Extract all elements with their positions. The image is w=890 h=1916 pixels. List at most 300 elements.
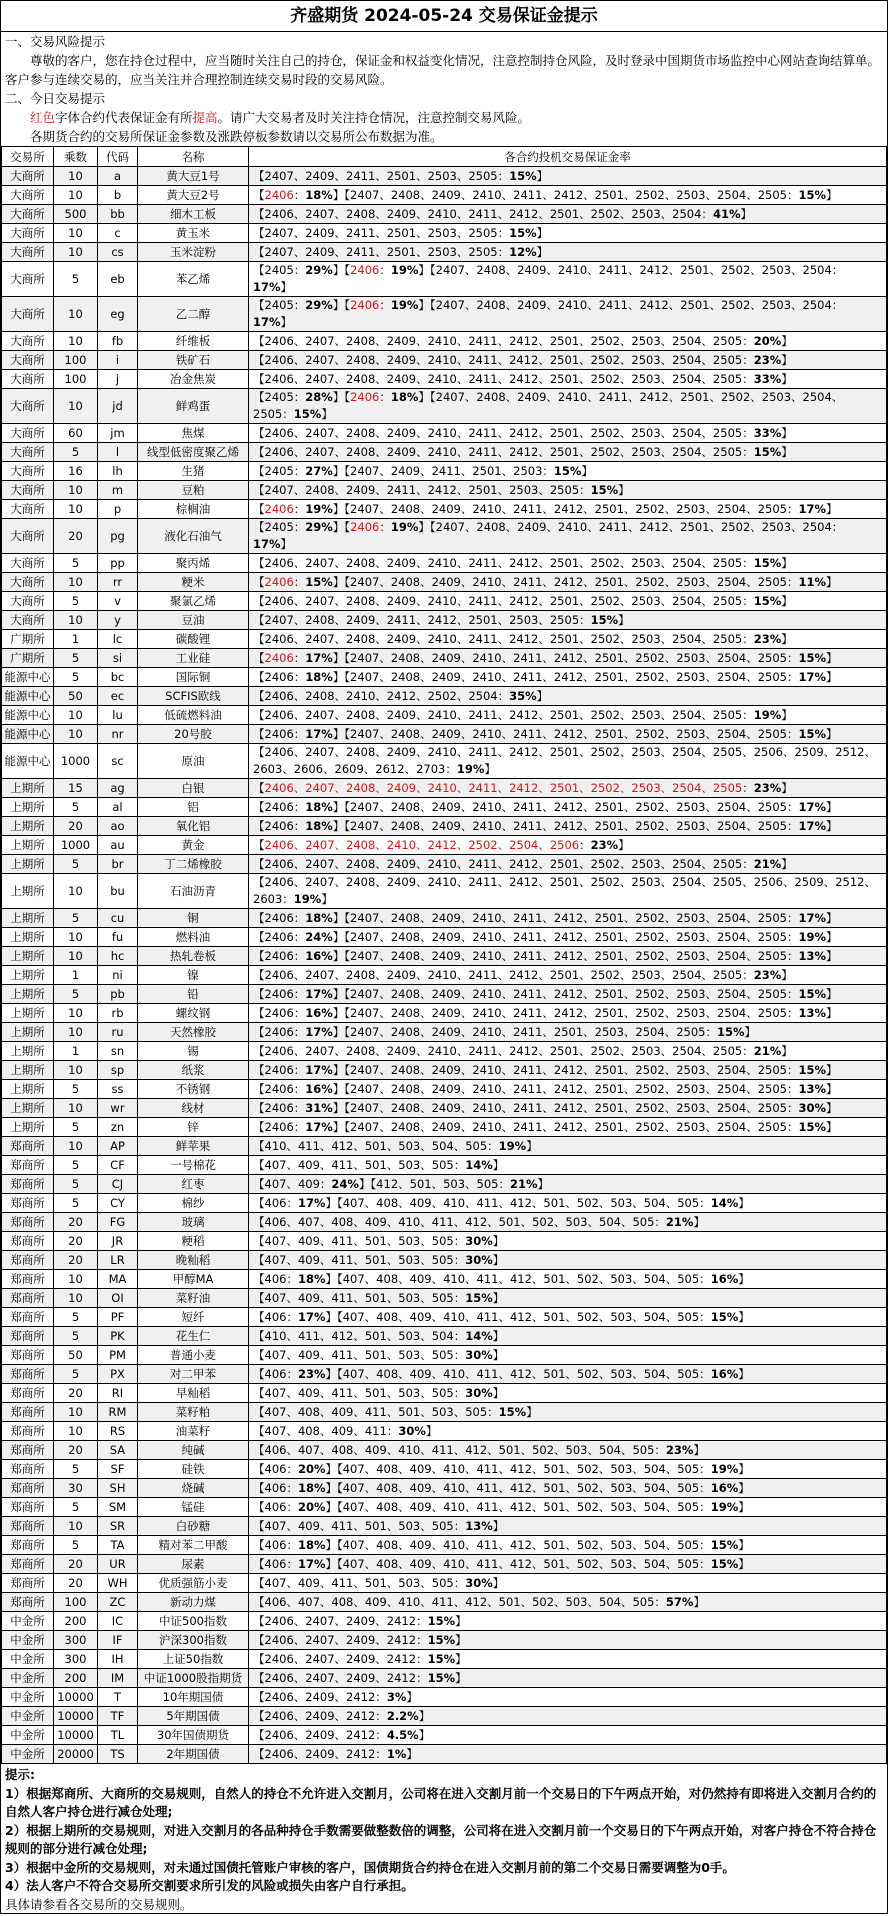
cell-name: 短纤 <box>138 1308 249 1327</box>
table-row <box>2 744 887 779</box>
cell-margin-rate <box>249 1289 887 1308</box>
cell-margin-rate <box>249 798 887 817</box>
table-row <box>2 351 887 370</box>
cell-name: 甲醇MA <box>138 1270 249 1289</box>
contract-list: 】【2407、2408、2409、2410、2411、2412、2501、2502、2503、2504、2505： <box>332 574 799 589</box>
cell-name: 镍 <box>138 966 249 985</box>
cell-multiplier: 500 <box>54 205 98 224</box>
cell-name: 花生仁 <box>138 1327 249 1346</box>
cell-name: 玉米淀粉 <box>138 243 249 262</box>
cell-margin-rate <box>249 1213 887 1232</box>
cell-exchange: 中金所 <box>2 1612 54 1631</box>
raised-contracts: 2406 <box>264 187 294 202</box>
cell-margin-rate <box>249 1004 887 1023</box>
cell-multiplier: 200 <box>54 1612 98 1631</box>
cell-multiplier: 5 <box>54 1498 98 1517</box>
cell-exchange: 中金所 <box>2 1631 54 1650</box>
contract-list: 】 <box>826 574 838 589</box>
cell-code: IH <box>98 1650 138 1669</box>
table-row <box>2 1745 887 1764</box>
raised-contracts: 2406、2407、2408、2410、2412、2502、2504、2506 <box>264 837 580 852</box>
contract-list: 】 <box>781 371 793 386</box>
table-row <box>2 297 887 332</box>
margin-percent: 15% <box>753 593 782 608</box>
cell-code: IC <box>98 1612 138 1631</box>
contract-list: 】【2407、2408、2409、2410、2411、2412、2501、2502、2503、2504、2505： <box>332 1005 799 1020</box>
contract-list: 】 <box>826 669 838 684</box>
margin-percent: 17% <box>297 1309 326 1324</box>
margin-percent: 21% <box>753 1043 782 1058</box>
contract-list: 】【 <box>332 298 351 312</box>
contract-list: 【406： <box>253 1271 298 1286</box>
cell-exchange: 郑商所 <box>2 1232 54 1251</box>
margin-percent: 17% <box>305 986 333 1001</box>
cell-multiplier: 10 <box>54 1099 98 1118</box>
contract-list: 【2406、2407、2408、2409、2410、2411、2412、2501、2502、2503、2504、2505： <box>253 444 754 459</box>
cell-name: 碳酸锂 <box>138 630 249 649</box>
contract-list: 【2406： <box>253 986 306 1001</box>
contract-list: 【2406、2407、2408、2409、2410、2411、2412、2501、2502、2503、2504： <box>253 206 713 221</box>
cell-code: pp <box>98 554 138 573</box>
contract-list: 】 <box>738 1537 750 1552</box>
cell-multiplier: 10 <box>54 1517 98 1536</box>
cell-code: IF <box>98 1631 138 1650</box>
margin-percent: 15% <box>710 1309 739 1324</box>
cell-margin-rate <box>249 1631 887 1650</box>
cell-exchange: 郑商所 <box>2 1403 54 1422</box>
contract-list: 】【2407、2408、2409、2410、2411、2412、2501、2502、2503、2504、2505： <box>332 650 799 665</box>
contract-list: 【2406： <box>253 910 306 925</box>
cell-margin-rate <box>249 1346 887 1365</box>
margin-percent: 19% <box>456 762 485 776</box>
cell-margin-rate <box>249 224 887 243</box>
contract-list: 】 <box>781 333 793 348</box>
margin-percent: 14% <box>465 1328 493 1343</box>
cell-multiplier: 5 <box>54 855 98 874</box>
margin-percent: 13% <box>798 948 827 963</box>
contract-list: 】 <box>425 1423 438 1438</box>
contract-list: 【2406、2407、2408、2409、2410、2411、2412、2501、2502、2503、2504、2505： <box>253 371 754 386</box>
contract-list: ： <box>379 298 391 312</box>
table-row <box>2 1175 887 1194</box>
footer-heading: 提示: <box>5 1767 35 1782</box>
contract-list: 】 <box>826 1062 838 1077</box>
cell-margin-rate <box>249 1365 887 1384</box>
cell-exchange: 大商所 <box>2 462 54 481</box>
contract-list: 【 <box>253 574 265 589</box>
margin-percent: 28% <box>305 390 333 404</box>
contract-list: 】【 <box>332 390 351 404</box>
cell-code: WH <box>98 1574 138 1593</box>
contract-list: 【2406、2407、2409、2412： <box>253 1670 428 1685</box>
cell-code: zn <box>98 1118 138 1137</box>
cell-multiplier: 10000 <box>54 1688 98 1707</box>
contract-list: 【2406、2407、2408、2409、2410、2411、2412、2501、2502、2503、2504、2505、2506、2509、2512、2603、2606、2609、2612、2703： <box>253 745 876 776</box>
cell-name: 低硫燃料油 <box>138 706 249 725</box>
col-name: 名称 <box>138 147 249 167</box>
cell-code: SA <box>98 1441 138 1460</box>
contract-list: 【2405： <box>253 263 306 277</box>
param-note: 各期货合约的交易所保证金参数及涨跌停板参数请以交易所公布数据为准。 <box>30 129 443 144</box>
table-row <box>2 1384 887 1403</box>
contract-list: 】【2407、2408、2409、2410、2411、2412、2501、2502、2503、2504、2505： <box>332 986 799 1001</box>
cell-margin-rate <box>249 1308 887 1327</box>
margin-percent: 15% <box>509 225 537 240</box>
cell-name: 纤维板 <box>138 332 249 351</box>
table-row <box>2 855 887 874</box>
margin-percent: 17% <box>305 1119 333 1134</box>
cell-multiplier: 10 <box>54 1289 98 1308</box>
contract-list: 】【2407、2408、2409、2410、2411、2412、2501、2502、2503、2504、2505： <box>332 1081 799 1096</box>
margin-percent: 14% <box>710 1195 739 1210</box>
cell-code: v <box>98 592 138 611</box>
table-row <box>2 1232 887 1251</box>
margin-percent: 18% <box>305 669 333 684</box>
contract-list: ： <box>293 187 306 202</box>
contract-list: 】【2407、2408、2409、2410、2411、2412、2501、2502、2503、2504、2505： <box>332 799 799 814</box>
contract-list: 【407、409、411、501、503、505： <box>253 1233 466 1248</box>
cell-name: 一号棉花 <box>138 1156 249 1175</box>
cell-name: 锌 <box>138 1118 249 1137</box>
contract-list: 】 <box>492 1252 505 1267</box>
cell-code: lh <box>98 462 138 481</box>
contract-list: 】 <box>781 856 793 871</box>
margin-percent: 15% <box>293 407 322 421</box>
cell-code: LR <box>98 1251 138 1270</box>
cell-name: 铁矿石 <box>138 351 249 370</box>
cell-name: 国际铜 <box>138 668 249 687</box>
cell-multiplier: 5 <box>54 1156 98 1175</box>
contract-list: 】 <box>321 892 333 906</box>
cell-multiplier: 5 <box>54 554 98 573</box>
cell-exchange: 上期所 <box>2 928 54 947</box>
cell-margin-rate <box>249 1498 887 1517</box>
cell-margin-rate <box>249 186 887 205</box>
contract-list: 】 <box>418 1727 431 1742</box>
margin-percent: 17% <box>253 280 281 294</box>
cell-multiplier: 100 <box>54 370 98 389</box>
table-row <box>2 1270 887 1289</box>
contract-list: 】 <box>492 1290 505 1305</box>
cell-name: 石油沥青 <box>138 874 249 909</box>
table-row <box>2 1061 887 1080</box>
contract-list: 】 <box>280 315 293 329</box>
margin-percent: 18% <box>297 1271 326 1286</box>
table-row <box>2 1403 887 1422</box>
cell-margin-rate <box>249 297 887 332</box>
cell-exchange: 大商所 <box>2 370 54 389</box>
margin-percent: 16% <box>710 1271 739 1286</box>
cell-multiplier: 20000 <box>54 1745 98 1764</box>
margin-percent: 14% <box>465 1157 493 1172</box>
table-row <box>2 985 887 1004</box>
cell-name: SCFIS欧线 <box>138 687 249 706</box>
cell-name: 纸浆 <box>138 1061 249 1080</box>
table-row <box>2 1080 887 1099</box>
raised-contracts: 2406 <box>350 298 380 312</box>
contract-list: 【2406、2407、2408、2409、2410、2411、2412、2501、2502、2503、2504、2505： <box>253 1043 754 1058</box>
margin-percent: 19% <box>710 1461 739 1476</box>
cell-exchange: 广期所 <box>2 649 54 668</box>
cell-multiplier: 10 <box>54 389 98 424</box>
table-row <box>2 167 887 186</box>
cell-code: sp <box>98 1061 138 1080</box>
cell-name: 铝 <box>138 798 249 817</box>
cell-name: 精对苯二甲酸 <box>138 1536 249 1555</box>
cell-margin-rate <box>249 817 887 836</box>
table-row <box>2 1023 887 1042</box>
margin-percent: 23% <box>753 780 782 795</box>
margin-percent: 15% <box>798 726 827 741</box>
table-row <box>2 481 887 500</box>
contract-list: 】 <box>321 407 333 421</box>
cell-margin-rate <box>249 744 887 779</box>
cell-margin-rate <box>249 1232 887 1251</box>
cell-margin-rate <box>249 1137 887 1156</box>
cell-exchange: 大商所 <box>2 424 54 443</box>
contract-list: 【 <box>253 501 265 516</box>
cell-multiplier: 20 <box>54 1232 98 1251</box>
contract-list: 【2407、2408、2409、2411、2412、2501、2503、2505： <box>253 612 591 627</box>
cell-margin-rate <box>249 1080 887 1099</box>
table-row <box>2 1004 887 1023</box>
contract-list: 】 <box>781 967 793 982</box>
contract-list: 【407、409： <box>253 1176 332 1191</box>
table-row <box>2 1726 887 1745</box>
notice-section <box>1 32 887 146</box>
margin-percent: 30% <box>465 1233 493 1248</box>
cell-multiplier: 10 <box>54 297 98 332</box>
contract-list: 【2406： <box>253 948 306 963</box>
cell-exchange: 大商所 <box>2 205 54 224</box>
margin-percent: 20% <box>297 1461 326 1476</box>
margin-percent: 18% <box>305 910 333 925</box>
contract-list: 】 <box>455 1613 467 1628</box>
cell-exchange: 上期所 <box>2 1080 54 1099</box>
cell-code: p <box>98 500 138 519</box>
raised-contracts: 2406 <box>264 501 294 516</box>
contract-list: 】 <box>738 1461 750 1476</box>
cell-exchange: 郑商所 <box>2 1574 54 1593</box>
cell-name: 上证50指数 <box>138 1650 249 1669</box>
margin-percent: 23% <box>665 1442 694 1457</box>
cell-name: 黄大豆1号 <box>138 167 249 186</box>
cell-code: pg <box>98 519 138 554</box>
cell-multiplier: 10 <box>54 1422 98 1441</box>
margin-percent: 19% <box>753 707 782 722</box>
contract-list: 【2406： <box>253 1005 306 1020</box>
cell-multiplier: 1000 <box>54 836 98 855</box>
cell-name: 原油 <box>138 744 249 779</box>
table-row <box>2 1498 887 1517</box>
contract-list: 】 <box>826 799 838 814</box>
margin-percent: 18% <box>297 1480 326 1495</box>
contract-list: 】 <box>526 1138 538 1153</box>
cell-name: 豆粕 <box>138 481 249 500</box>
cell-margin-rate <box>249 1156 887 1175</box>
cell-exchange: 郑商所 <box>2 1460 54 1479</box>
contract-list: ： <box>293 501 306 516</box>
cell-exchange: 能源中心 <box>2 706 54 725</box>
contract-list: 】【2407、2408、2409、2410、2411、2412、2501、2502、2503、2504、2505： <box>332 818 799 833</box>
cell-exchange: 上期所 <box>2 798 54 817</box>
col-rate: 各合约投机交易保证金率 <box>249 147 887 167</box>
cell-multiplier: 300 <box>54 1631 98 1650</box>
cell-multiplier: 5 <box>54 1460 98 1479</box>
contract-list: 】 <box>492 1347 505 1362</box>
contract-list: 】【2407、2408、2409、2410、2411、2412、2501、2502、2503、2504： <box>418 298 844 312</box>
cell-exchange: 中金所 <box>2 1707 54 1726</box>
footer-item: 2）根据上期所的交易规则，对进入交割月的各品种持仓手数需要做整数倍的调整，公司将在进入交割月前一个交易日的下午两点开始，对客户持仓不符合持仓规则的部分进行减仓处理; <box>5 1822 877 1856</box>
contract-list: 【406、407、408、409、410、411、412、501、502、503、504、505： <box>253 1442 666 1457</box>
cell-multiplier: 10 <box>54 928 98 947</box>
margin-percent: 16% <box>305 1005 333 1020</box>
cell-margin-rate <box>249 554 887 573</box>
cell-margin-rate <box>249 1099 887 1118</box>
cell-name: 20号胶 <box>138 725 249 744</box>
contract-list: 】 <box>492 1328 505 1343</box>
cell-code: jd <box>98 389 138 424</box>
contract-list: 【407、409、411、501、503、505： <box>253 1385 466 1400</box>
cell-name: 烧碱 <box>138 1479 249 1498</box>
cell-multiplier: 10 <box>54 481 98 500</box>
cell-multiplier: 10000 <box>54 1707 98 1726</box>
table-row <box>2 1042 887 1061</box>
col-exchange: 交易所 <box>2 147 54 167</box>
cell-code: rb <box>98 1004 138 1023</box>
contract-list: 】【2407、2408、2409、2410、2411、2412、2501、2502、2503、2504、2505： <box>332 501 799 516</box>
cell-code: ru <box>98 1023 138 1042</box>
cell-code: SM <box>98 1498 138 1517</box>
contract-list: 】【2407、2408、2409、2410、2411、2412、2501、2502、2503、2504、2505： <box>332 1100 799 1115</box>
table-row <box>2 798 887 817</box>
cell-code: IM <box>98 1669 138 1688</box>
cell-code: ag <box>98 779 138 798</box>
contract-list: 【407、408、409、411： <box>253 1423 399 1438</box>
cell-exchange: 郑商所 <box>2 1346 54 1365</box>
cell-code: AP <box>98 1137 138 1156</box>
cell-multiplier: 20 <box>54 519 98 554</box>
contract-list: 】【407、408、409、410、411、412、501、502、503、504、505： <box>325 1480 711 1495</box>
cell-code: RM <box>98 1403 138 1422</box>
cell-exchange: 大商所 <box>2 186 54 205</box>
contract-list: 【2406、2407、2408、2409、2410、2411、2412、2501、2502、2503、2504、2505： <box>253 856 754 871</box>
cell-code: ss <box>98 1080 138 1099</box>
cell-margin-rate <box>249 351 887 370</box>
contract-list: 【2406： <box>253 1024 306 1039</box>
margin-percent: 13% <box>465 1518 493 1533</box>
cell-exchange: 中金所 <box>2 1650 54 1669</box>
contract-list: 】 <box>536 688 549 703</box>
margin-percent: 24% <box>305 929 333 944</box>
table-row <box>2 1308 887 1327</box>
cell-name: 铅 <box>138 985 249 1004</box>
cell-name: 晚籼稻 <box>138 1251 249 1270</box>
cell-margin-rate <box>249 500 887 519</box>
cell-code: RS <box>98 1422 138 1441</box>
cell-multiplier: 10 <box>54 500 98 519</box>
cell-name: 中证500指数 <box>138 1612 249 1631</box>
red-legend-line <box>5 108 883 127</box>
cell-margin-rate <box>249 1612 887 1631</box>
cell-multiplier: 10 <box>54 1137 98 1156</box>
contract-list: 】 <box>455 1670 467 1685</box>
contract-list: 】 <box>618 482 630 497</box>
table-row <box>2 205 887 224</box>
contract-list: 】 <box>484 762 496 776</box>
contract-list: 】 <box>826 1081 838 1096</box>
cell-exchange: 郑商所 <box>2 1156 54 1175</box>
cell-margin-rate <box>249 462 887 481</box>
contract-list: 】 <box>418 1708 431 1723</box>
contract-list: 】【2407、2408、2409、2410、2411、2412、2501、2502、2503、2504： <box>418 520 844 534</box>
cell-margin-rate <box>249 167 887 186</box>
contract-list: 】 <box>781 593 793 608</box>
cell-margin-rate <box>249 1707 887 1726</box>
contract-list: 】【2407、2408、2409、2410、2411、2501、2503、2504、2505： <box>332 1024 717 1039</box>
cell-multiplier: 5 <box>54 909 98 928</box>
col-code: 代码 <box>98 147 138 167</box>
margin-percent: 18% <box>390 390 419 404</box>
footer-last: 具体请参看各交易所的交易规则。 <box>5 1896 193 1912</box>
table-row <box>2 1479 887 1498</box>
cell-exchange: 能源中心 <box>2 668 54 687</box>
cell-exchange: 郑商所 <box>2 1536 54 1555</box>
contract-list: 【2407、2408、2409、2411、2412、2501、2503、2505： <box>253 482 591 497</box>
margin-percent: 21% <box>753 856 782 871</box>
margin-percent: 20% <box>297 1499 326 1514</box>
margin-percent: 21% <box>665 1214 694 1229</box>
table-row <box>2 443 887 462</box>
table-row <box>2 817 887 836</box>
contract-list: 】【407、408、409、410、411、412、501、502、503、504、505： <box>325 1499 711 1514</box>
cell-code: UR <box>98 1555 138 1574</box>
cell-exchange: 上期所 <box>2 1118 54 1137</box>
contract-list: 】 <box>455 1651 467 1666</box>
cell-multiplier: 10000 <box>54 1726 98 1745</box>
table-row <box>2 1194 887 1213</box>
cell-margin-rate <box>249 573 887 592</box>
margin-percent: 27% <box>305 463 333 478</box>
cell-margin-rate <box>249 1479 887 1498</box>
cell-exchange: 上期所 <box>2 1023 54 1042</box>
cell-exchange: 郑商所 <box>2 1441 54 1460</box>
contract-list: 】 <box>406 1689 418 1704</box>
contract-list: 【2406、2407、2409、2412： <box>253 1632 428 1647</box>
footer-item: 3）根据中金所的交易规则，对未通过国债托管账户审核的客户，国债期货合约持仓在进入交割月前的第二个交易日需要调整为0手。 <box>5 1859 735 1875</box>
cell-exchange: 大商所 <box>2 167 54 186</box>
table-row <box>2 725 887 744</box>
cell-exchange: 大商所 <box>2 224 54 243</box>
margin-percent: 19% <box>390 298 419 312</box>
cell-margin-rate <box>249 836 887 855</box>
cell-name: 棉纱 <box>138 1194 249 1213</box>
cell-name: 对二甲苯 <box>138 1365 249 1384</box>
cell-exchange: 上期所 <box>2 1099 54 1118</box>
table-row <box>2 1669 887 1688</box>
cell-code: bc <box>98 668 138 687</box>
cell-code: PK <box>98 1327 138 1346</box>
cell-multiplier: 200 <box>54 1669 98 1688</box>
page-title: 齐盛期货 2024-05-24 交易保证金提示 <box>1 1 887 32</box>
contract-list: 】 <box>781 555 793 570</box>
cell-margin-rate <box>249 443 887 462</box>
contract-list: 【2407、2409、2411、2501、2503、2505： <box>253 225 510 240</box>
cell-exchange: 大商所 <box>2 519 54 554</box>
margin-percent: 17% <box>305 650 333 665</box>
cell-name: 5年期国债 <box>138 1707 249 1726</box>
cell-name: 线型低密度聚乙烯 <box>138 443 249 462</box>
